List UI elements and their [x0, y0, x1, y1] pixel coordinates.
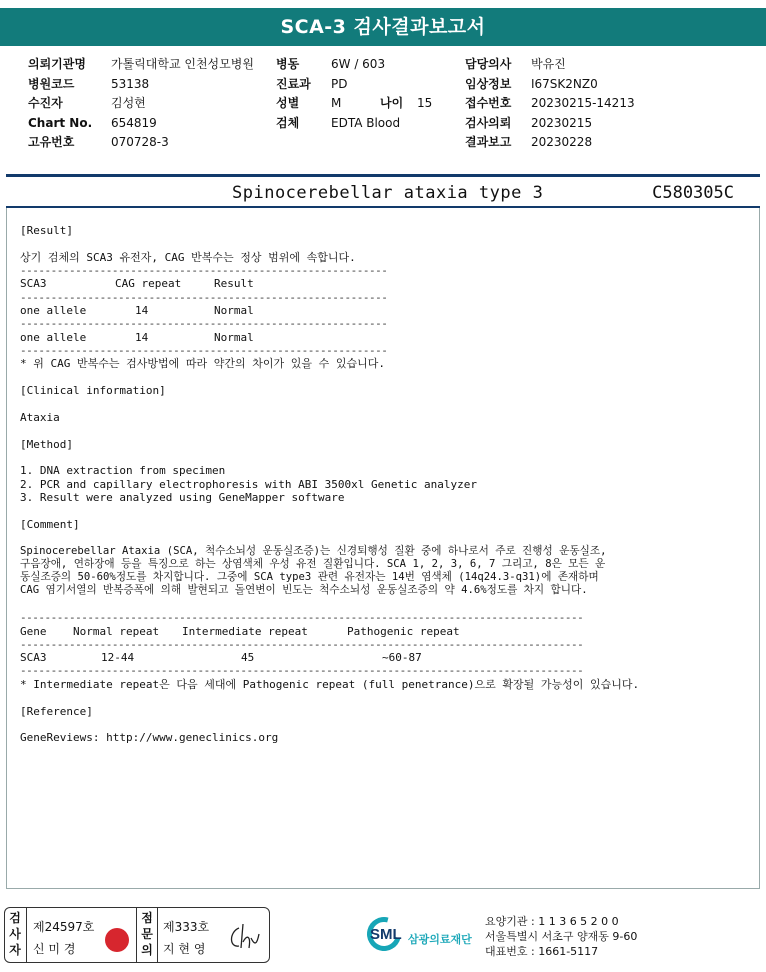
reviewer-label: 점 문 의 — [141, 911, 153, 957]
allele-cag: 14 — [135, 330, 149, 344]
clinical-text: Ataxia — [20, 410, 60, 424]
header-col2-labels — [276, 55, 311, 133]
examiner-label: 검 사 자 — [9, 911, 21, 957]
age-value: 15 — [417, 96, 433, 110]
method-step: 3. Result were analyzed using GeneMapper software — [20, 490, 345, 504]
test-band-divider — [6, 206, 760, 208]
frame-bottom — [6, 888, 760, 889]
department-value: PD — [331, 76, 348, 91]
comment-heading: [Comment] — [20, 517, 80, 531]
footer-info — [485, 914, 637, 959]
method-step: 2. PCR and capillary electrophoresis with ABI 3500xl Genetic analyzer — [20, 477, 477, 491]
divider: -------------------------------------------------------------------------------------------- — [20, 611, 584, 625]
repeat-col-normal: Normal repeat — [73, 624, 160, 638]
ward-value: 6W / 603 — [331, 57, 386, 71]
sex-value: M — [331, 96, 342, 110]
result-note: * 위 CAG 반복수는 검사방법에 따라 약간의 차이가 있을 수 있습니다. — [20, 357, 385, 371]
divider: ------------------------------------------------------------ — [20, 317, 388, 331]
result-col-gene: SCA3 — [20, 277, 47, 291]
chart-no-label: Chart No. — [28, 115, 93, 130]
divider: ------------------------------------------------------------ — [20, 290, 388, 304]
reference-text: GeneReviews: http://www.geneclinics.org — [20, 731, 279, 745]
examiner-license: 제24597호 — [33, 920, 95, 934]
test-code: C580305C — [652, 183, 734, 203]
frame-left — [6, 208, 7, 888]
specimen-value: EDTA Blood — [331, 115, 401, 130]
allele-name: one allele — [20, 330, 87, 344]
signature-icon — [227, 922, 261, 952]
clinical-info-label: 임상정보 — [465, 76, 512, 91]
comment-line: 구음장애, 연하장애 등을 특징으로 하는 상염색체 우성 유전 질환입니다. SCA 1, 2, 3, 6, 7 그리고, 8은 모든 운 — [20, 557, 606, 570]
repeat-normal: 12-44 — [101, 651, 135, 665]
report-body — [20, 224, 750, 745]
divider: ------------------------------------------------------------ — [20, 264, 388, 278]
unique-no-label: 고유번호 — [28, 135, 75, 149]
org-address: 서울특별시 서초구 양재동 9-60 — [485, 930, 638, 943]
hospital-code-value: 53138 — [111, 76, 150, 91]
hospital-label: 의뢰기관명 — [28, 57, 86, 71]
result-table-row — [20, 331, 750, 344]
doctor-value: 박유진 — [531, 57, 566, 71]
receipt-no-label: 접수번호 — [465, 96, 512, 110]
frame-right — [759, 208, 760, 888]
specimen-label: 검체 — [276, 115, 300, 130]
sml-logo-text: SML — [370, 926, 402, 943]
reviewer-license: 제333호 — [163, 920, 210, 934]
method-step: 1. DNA extraction from specimen — [20, 464, 226, 478]
ward-label: 병동 — [276, 57, 300, 71]
unique-no-value: 070728-3 — [111, 135, 169, 149]
department-label: 진료과 — [276, 76, 311, 91]
signature-box — [4, 907, 270, 963]
result-heading: [Result] — [20, 224, 73, 237]
allele-result: Normal — [214, 303, 254, 317]
allele-result: Normal — [214, 330, 254, 344]
result-table-row — [20, 304, 750, 317]
repeat-col-intermediate: Intermediate repeat — [182, 624, 308, 638]
repeat-intermediate: 45 — [241, 651, 255, 665]
reference-heading: [Reference] — [20, 704, 93, 718]
org-phone: 대표번호 : 1661-5117 — [485, 945, 599, 958]
comment-line: 동실조증의 50-60%정도를 차지합니다. 그중에 SCA type3 관련 유전자는 14번 염색체 (14q24.3-q31)에 존재하며 — [20, 571, 599, 584]
comment-line: CAG 염기서열의 반복증폭에 의해 발현되고 돌연변이 빈도는 척수소뇌성 운동실조증의 약 4.6%정도를 차지 합니다. — [20, 584, 588, 597]
report-date-value: 20230228 — [531, 135, 593, 149]
patient-value: 김성현 — [111, 96, 146, 110]
report-date-label: 결과보고 — [465, 135, 512, 149]
divider — [136, 908, 137, 962]
result-col-cag: CAG repeat — [115, 277, 182, 291]
result-col-result: Result — [214, 277, 254, 291]
divider — [157, 908, 158, 962]
foundation-name: 삼광의료재단 — [408, 933, 472, 946]
clinical-heading: [Clinical information] — [20, 383, 166, 397]
divider: -------------------------------------------------------------------------------------------- — [20, 664, 584, 678]
header-col1-labels — [28, 55, 92, 153]
reviewer-name: 지 현 영 — [163, 942, 206, 956]
age-label: 나이 — [380, 96, 404, 110]
header-col1-values — [111, 55, 254, 153]
age-field — [380, 94, 432, 114]
allele-name: one allele — [20, 303, 87, 317]
clinical-info-value: I67SK2NZ0 — [531, 76, 598, 91]
org-code: 요양기관 : 1 1 3 6 5 2 0 0 — [485, 915, 619, 928]
request-date-label: 검사의뢰 — [465, 115, 512, 130]
header-divider — [6, 174, 760, 177]
divider: -------------------------------------------------------------------------------------------- — [20, 637, 584, 651]
patient-label: 수진자 — [28, 96, 63, 110]
comment-line: Spinocerebellar Ataxia (SCA, 척수소뇌성 운동실조증)는 신경퇴행성 질환 중에 하나로서 주로 진행성 운동실조, — [20, 544, 607, 557]
doctor-label: 담당의사 — [465, 57, 512, 71]
repeat-note: * Intermediate repeat은 다음 세대에 Pathogenic repeat (full penetrance)으로 확장될 가능성이 있습니다. — [20, 677, 640, 691]
report-title: SCA-3 검사결과보고서 — [0, 8, 766, 46]
hospital-code-label: 병원코드 — [28, 76, 75, 91]
header-col3-labels — [465, 55, 511, 153]
divider: ------------------------------------------------------------ — [20, 343, 388, 357]
repeat-pathogenic: ~60-87 — [382, 651, 422, 665]
repeat-table-row — [20, 651, 750, 664]
receipt-no-value: 20230215-14213 — [531, 96, 635, 110]
chart-no-value: 654819 — [111, 115, 157, 130]
test-name: Spinocerebellar ataxia type 3 — [232, 183, 544, 203]
hospital-value: 가톨릭대학교 인천성모병원 — [111, 57, 254, 71]
repeat-gene: SCA3 — [20, 651, 47, 665]
repeat-col-pathogenic: Pathogenic repeat — [347, 624, 460, 638]
sex-label: 성별 — [276, 96, 300, 110]
examiner-name: 신 미 경 — [33, 942, 76, 956]
divider — [26, 908, 27, 962]
result-table-header — [20, 277, 750, 290]
result-summary: 상기 검체의 SCA3 유전자, CAG 반복수는 정상 범위에 속합니다. — [20, 250, 356, 264]
method-heading: [Method] — [20, 437, 73, 451]
header-col3-values — [531, 55, 635, 153]
seal-stamp-icon — [105, 928, 129, 952]
request-date-value: 20230215 — [531, 115, 593, 130]
repeat-col-gene: Gene — [20, 624, 47, 638]
allele-cag: 14 — [135, 303, 149, 317]
repeat-table-header — [20, 625, 750, 638]
